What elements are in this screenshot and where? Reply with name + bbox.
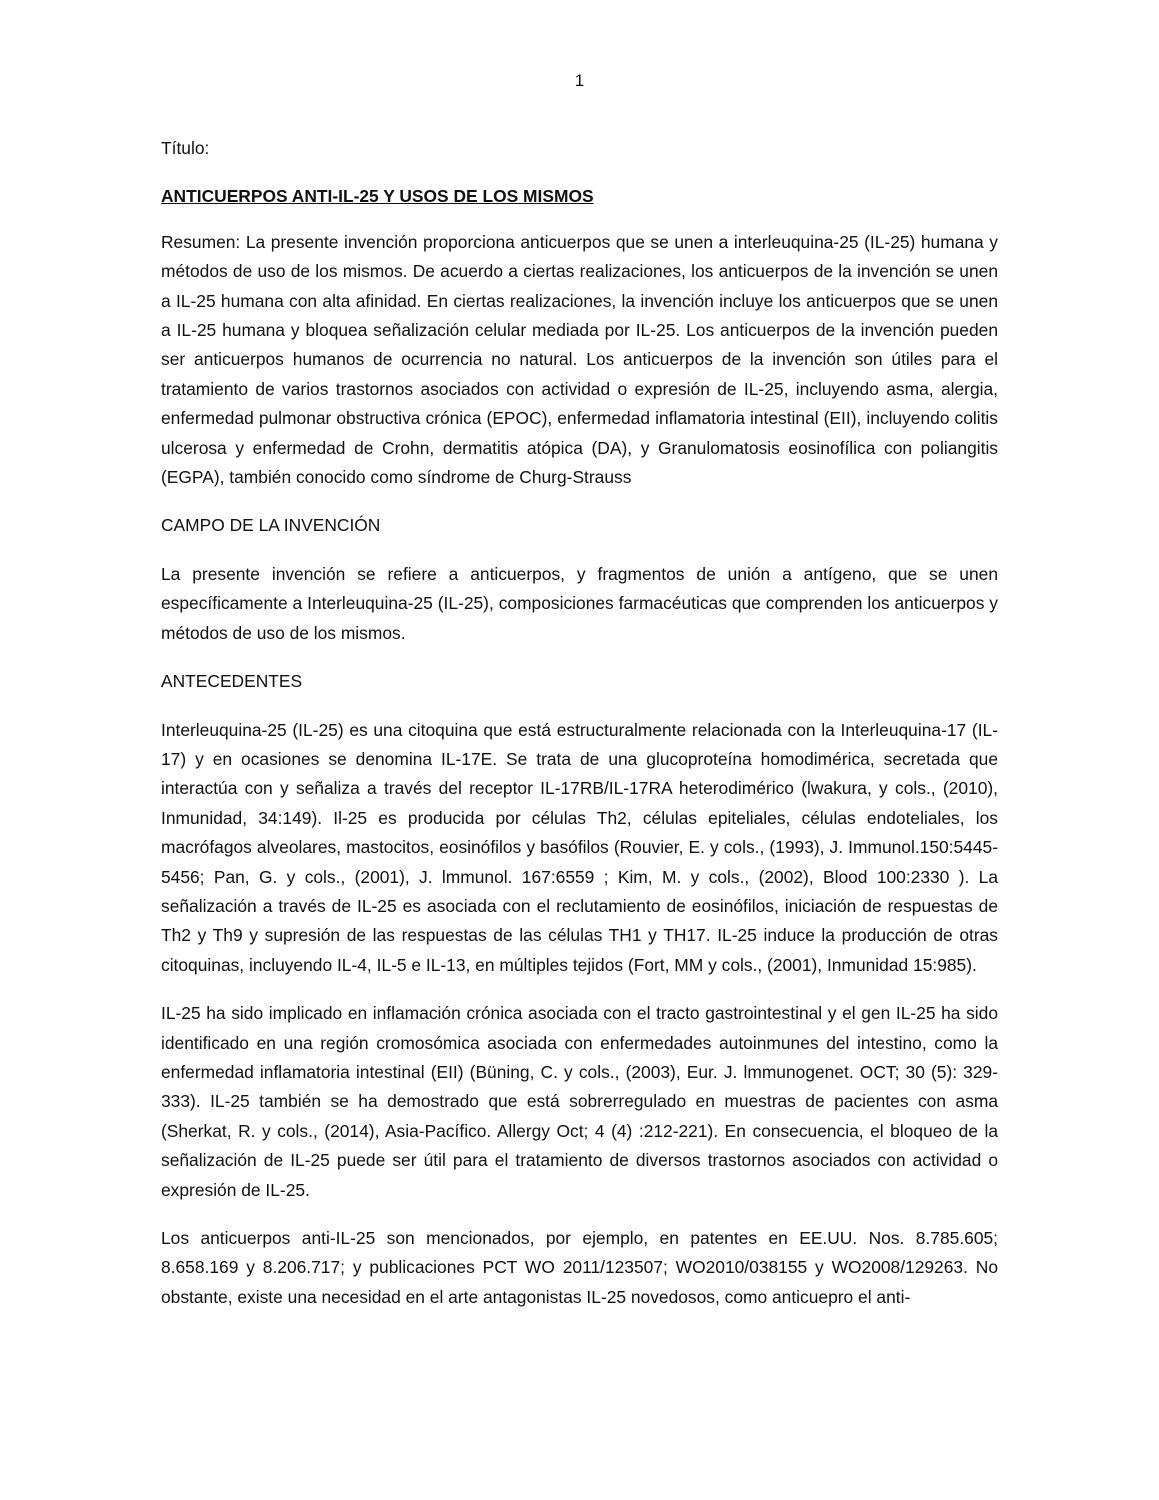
- document-title: ANTICUERPOS ANTI-IL-25 Y USOS DE LOS MISMOS: [161, 186, 594, 207]
- field-paragraph: La presente invención se refiere a anticuerpos, y fragmentos de unión a antígeno, que se unen específicamente a Interleuquina-25 (IL-25), composiciones farmacéuticas que comprenden los anticuerpos y métodos de uso de los mismos.: [161, 563, 998, 643]
- background-heading: ANTECEDENTES: [161, 671, 303, 692]
- title-label: Título:: [161, 138, 210, 158]
- abstract-paragraph: Resumen: La presente invención proporciona anticuerpos que se unen a interleuquina-25 (IL-25) humana y métodos de uso de los mismos. De acuerdo a ciertas realizaciones, los anticuerpos de la invención se unen a IL-25 humana con alta afinidad. En ciertas realizaciones, la invención incluye los anticuerpos que se unen a IL-25 humana y bloquea señalización celular mediada por IL-25. Los anticuerpos de la invención pueden ser anticuerpos humanos de ocurrencia no natural. Los anticuerpos de la invención son útiles para el tratamiento de varios trastornos asociados con actividad o expresión de IL-25, incluyendo asma, alergia, enfermedad pulmonar obstructiva crónica (EPOC), enfermedad inflamatoria intestinal (EII), incluyendo colitis ulcerosa y enfermedad de Crohn, dermatitis atópica (DA), y Granulomatosis eosinofílica con poliangitis (EGPA), también conocido como síndrome de Churg-Strauss: [161, 231, 998, 488]
- background-paragraph-3: Los anticuerpos anti-IL-25 son mencionados, por ejemplo, en patentes en EE.UU. Nos. 8.785.605; 8.658.169 y 8.206.717; y publicaciones PCT WO 2011/123507; WO2010/038155 y WO2008/129263. No obstante, existe una necesidad en el arte antagonistas IL-25 novedosos, como anticuepro el anti-: [161, 1228, 998, 1307]
- field-heading: CAMPO DE LA INVENCIÓN: [161, 515, 381, 536]
- background-paragraph-2: IL-25 ha sido implicado en inflamación crónica asociada con el tracto gastrointestinal y el gen IL-25 ha sido identificado en una región cromosómica asociada con enfermedades autoinmunes del intestino, como la enfermedad inflamatoria intestinal (EII) (Büning, C. y cols., (2003), Eur. J. lmmunogenet. OCT; 30 (5): 329-333). IL-25 también se ha demostrado que está sobrerregulado en muestras de pacientes con asma (Sherkat, R. y cols., (2014), Asia-Pacífico. Allergy Oct; 4 (4) :212-221). En consecuencia, el bloqueo de la señalización de IL-25 puede ser útil para el tratamiento de diversos trastornos asociados con actividad o expresión de IL-25.: [161, 1003, 998, 1200]
- page-number: 1: [574, 71, 585, 90]
- document-body: [161, 134, 998, 1312]
- background-paragraph-1: Interleuquina-25 (IL-25) es una citoquina que está estructuralmente relacionada con la Interleuquina-17 (IL-17) y en ocasiones se denomina IL-17E. Se trata de una glucoproteína homodimérica, secretada que interactúa con y señaliza a través del receptor IL-17RB/IL-17RA heterodimérico (lwakura, y cols., (2010), Inmunidad, 34:149). Il-25 es producida por células Th2, células epiteliales, células endoteliales, los macrófagos alveolares, mastocitos, eosinófilos y basófilos (Rouvier, E. y cols., (1993), J. Immunol.150:5445-5456; Pan, G. y cols., (2001), J. lmmunol. 167:6559 ; Kim, M. y cols., (2002), Blood 100:2330 ). La señalización a través de IL-25 es asociada con el reclutamiento de eosinófilos, iniciación de respuestas de Th2 y Th9 y supresión de las respuestas de las células TH1 y TH17. IL-25 induce la producción de otras citoquinas, incluyendo IL-4, IL-5 e IL-13, en múltiples tejidos (Fort, MM y cols., (2001), Inmunidad 15:985).: [161, 719, 998, 975]
